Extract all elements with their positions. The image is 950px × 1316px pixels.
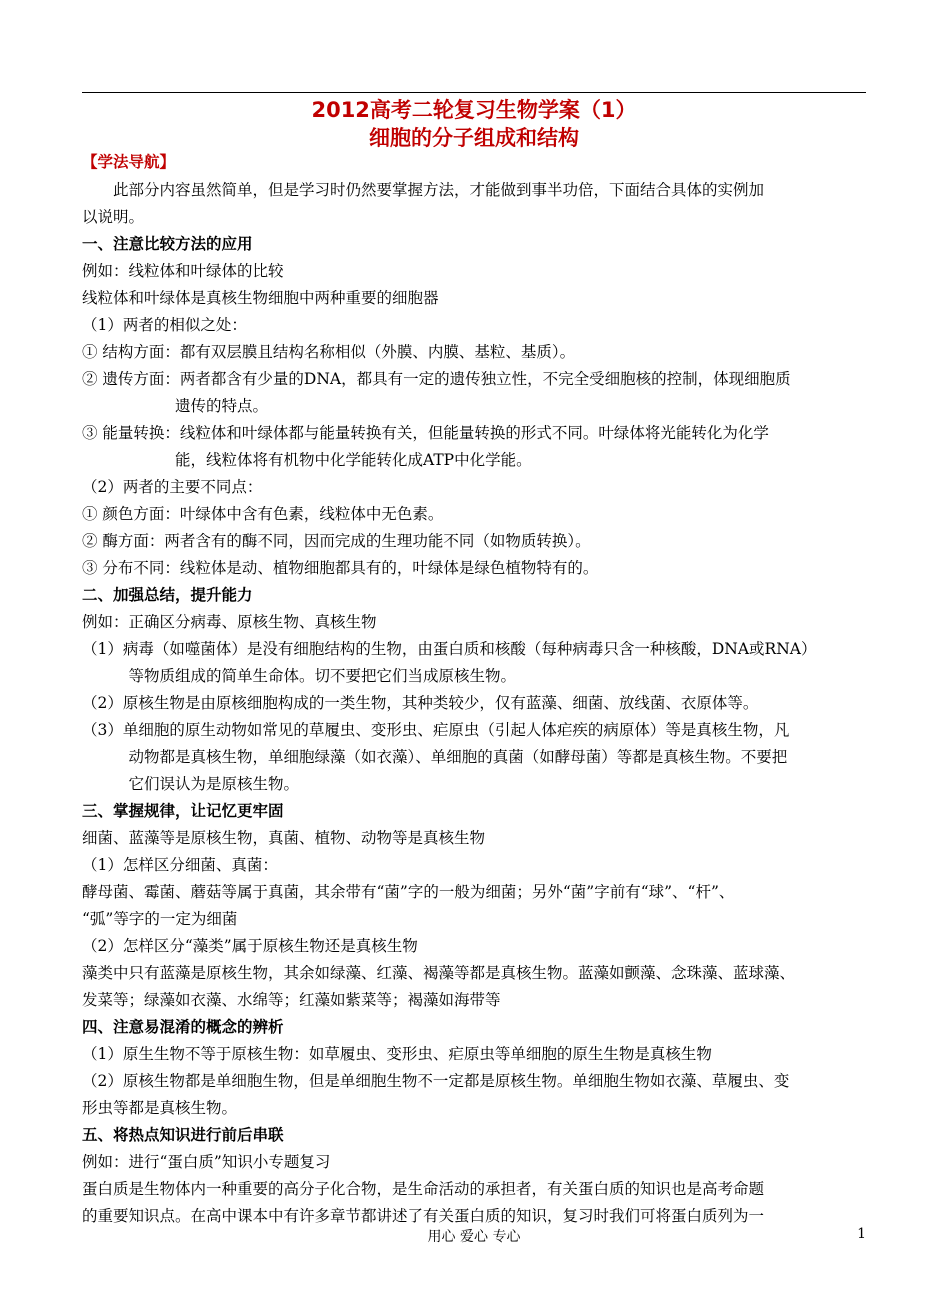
body-line: 形虫等都是真核生物。 (82, 1099, 238, 1117)
section-heading: 五、将热点知识进行前后串联 (82, 1126, 284, 1144)
body-line: 酵母菌、霉菌、蘑菇等属于真菌，其余带有“菌”字的一般为细菌；另外“菌”字前有“球”、“杆”、 (82, 883, 735, 901)
body-line: （1）怎样区分细菌、真菌： (82, 856, 278, 874)
body-line: 此部分内容虽然简单，但是学习时仍然要掌握方法，才能做到事半功倍，下面结合具体的实例加 (82, 181, 765, 199)
section-heading: 三、掌握规律，让记忆更牢固 (82, 802, 284, 820)
body-line: 发菜等；绿藻如衣藻、水绵等；红藻如紫菜等；褐藻如海带等 (82, 991, 501, 1009)
body-line: 例如：线粒体和叶绿体的比较 (82, 262, 284, 280)
footer-motto: 用心 爱心 专心 (427, 1229, 521, 1245)
doc-subtitle: 细胞的分子组成和结构 (369, 126, 579, 150)
body-line: 线粒体和叶绿体是真核生物细胞中两种重要的细胞器 (82, 289, 439, 307)
body-line: （3）单细胞的原生动物如常见的草履虫、变形虫、疟原虫（引起人体疟疾的病原体）等是真核生物，凡 (82, 721, 790, 739)
page-number: 1 (857, 1226, 866, 1242)
body-line: 它们误认为是原核生物。 (82, 775, 300, 793)
body-line: （2）两者的主要不同点： (82, 478, 263, 496)
body-line: “弧”等字的一定为细菌 (82, 910, 238, 928)
body-line: 能，线粒体将有机物中化学能转化成ATP中化学能。 (82, 451, 532, 469)
body-line: 例如：进行“蛋白质”知识小专题复习 (82, 1153, 331, 1171)
body-line: ③ 分布不同：线粒体是动、植物细胞都具有的，叶绿体是绿色植物特有的。 (82, 559, 599, 577)
body-line: 以说明。 (82, 208, 145, 226)
body-line: （1）原生生物不等于原核生物：如草履虫、变形虫、疟原虫等单细胞的原生生物是真核生物 (82, 1045, 712, 1063)
body-line: ③ 能量转换：线粒体和叶绿体都与能量转换有关，但能量转换的形式不同。叶绿体将光能转化为化学 (82, 424, 769, 442)
body-line: （2）怎样区分“藻类”属于原核生物还是真核生物 (82, 937, 418, 955)
body-line: ① 颜色方面：叶绿体中含有色素，线粒体中无色素。 (82, 505, 444, 523)
body-line: 例如：正确区分病毒、原核生物、真核生物 (82, 613, 377, 631)
body-line: ① 结构方面：都有双层膜且结构名称相似（外膜、内膜、基粒、基质）。 (82, 343, 576, 361)
body-line: （2）原核生物是由原核细胞构成的一类生物，其种类较少，仅有蓝藻、细菌、放线菌、衣原体等。 (82, 694, 759, 712)
body-line: 动物都是真核生物，单细胞绿藻（如衣藻）、单细胞的真菌（如酵母菌）等都是真核生物。不要把 (82, 748, 788, 766)
section-heading: 一、注意比较方法的应用 (82, 235, 253, 253)
doc-title: 2012高考二轮复习生物学案（1） (311, 98, 637, 122)
section-heading: 四、注意易混淆的概念的辨析 (82, 1018, 284, 1036)
section-heading: 二、加强总结，提升能力 (82, 586, 253, 604)
body-line: 等物质组成的简单生命体。切不要把它们当成原核生物。 (82, 667, 517, 685)
body-line: （1）两者的相似之处： (82, 316, 247, 334)
body-line: （1）病毒（如噬菌体）是没有细胞结构的生物，由蛋白质和核酸（每种病毒只含一种核酸，DNA或RNA） (82, 640, 817, 658)
header-rule (82, 92, 866, 93)
section-tag: 【学法导航】 (82, 153, 176, 171)
body-line: ② 酶方面：两者含有的酶不同，因而完成的生理功能不同（如物质转换）。 (82, 532, 591, 550)
body-line: ② 遗传方面：两者都含有少量的DNA，都具有一定的遗传独立性，不完全受细胞核的控制，体现细胞质 (82, 370, 791, 388)
body-line: 蛋白质是生物体内一种重要的高分子化合物，是生命活动的承担者，有关蛋白质的知识也是高考命题 (82, 1180, 765, 1198)
body-line: 藻类中只有蓝藻是原核生物，其余如绿藻、红藻、褐藻等都是真核生物。蓝藻如颤藻、念珠藻、蓝球藻、 (82, 964, 796, 982)
body-line: 细菌、蓝藻等是原核生物，真菌、植物、动物等是真核生物 (82, 829, 486, 847)
body-line: 遗传的特点。 (82, 397, 269, 415)
body-line: 的重要知识点。在高中课本中有许多章节都讲述了有关蛋白质的知识，复习时我们可将蛋白质列为一 (82, 1207, 765, 1225)
body-line: （2）原核生物都是单细胞生物，但是单细胞生物不一定都是原核生物。单细胞生物如衣藻、草履虫、变 (82, 1072, 790, 1090)
